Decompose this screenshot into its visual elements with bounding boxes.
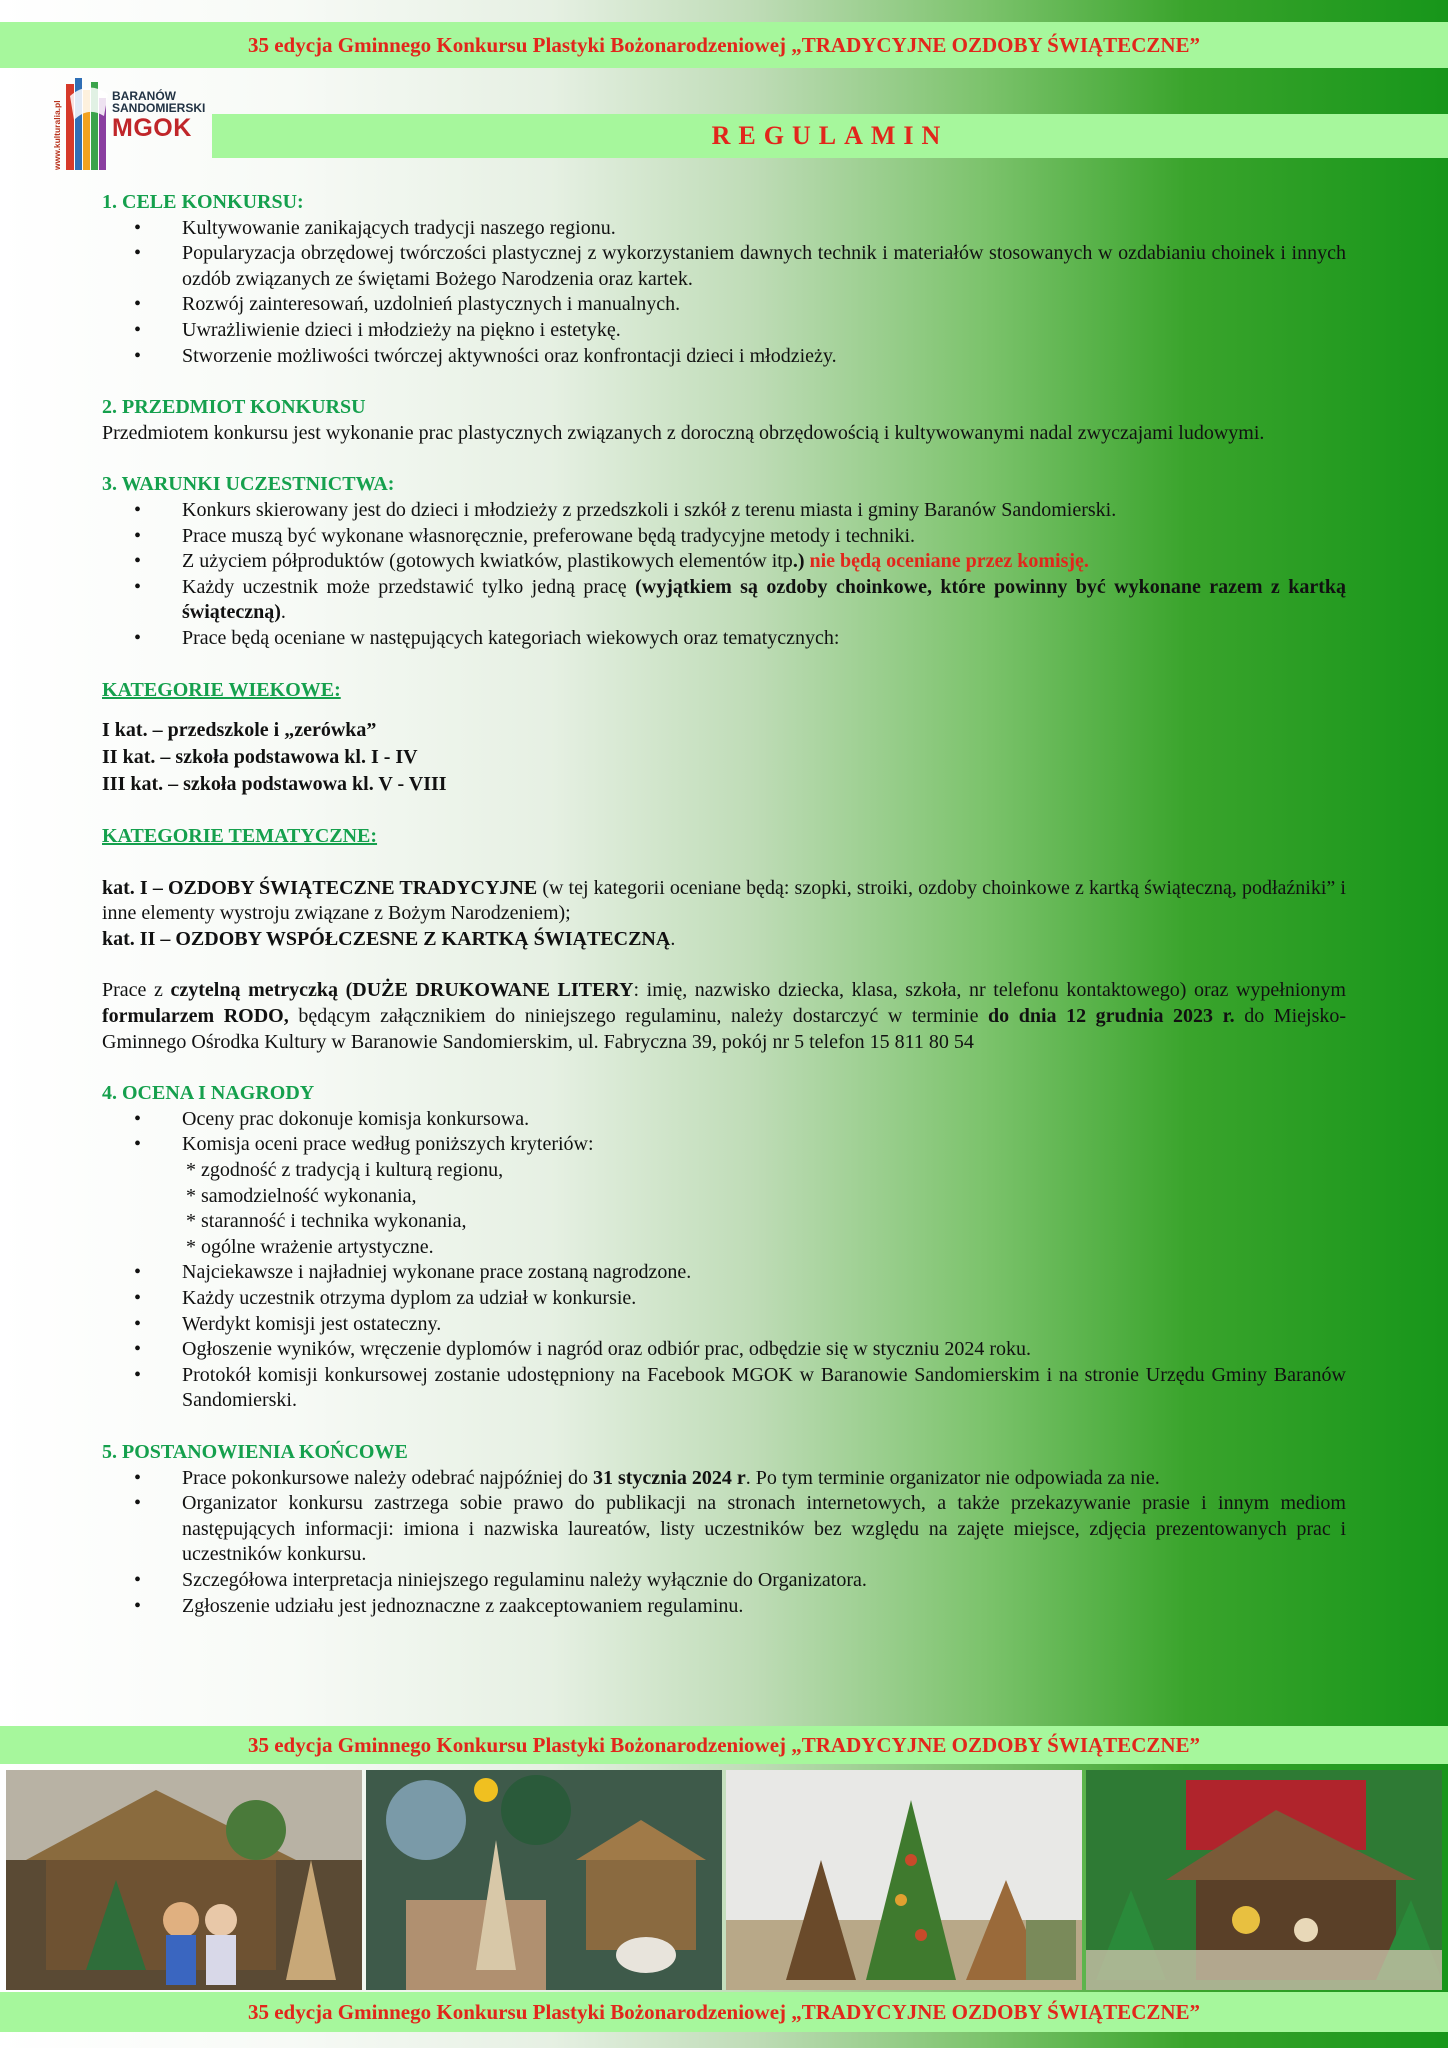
list-item: • Każdy uczestnik może przedstawić tylko jedną pracę (wyjątkiem są ozdoby choinkowe, które powinny być wykonane razem z kartką świąteczną). [102, 575, 1346, 626]
section-5-heading: 5. POSTANOWIENIA KOŃCOWE [102, 1440, 408, 1463]
list-item: • Z użyciem półproduktów (gotowych kwiatków, plastikowych elementów itp.) nie będą oceniane przez komisję. [102, 549, 1346, 575]
list-item: • Ogłoszenie wyników, wręczenie dyplomów i nagród oraz odbiór prac, odbędzie się w styczniu 2024 roku. [102, 1337, 1346, 1363]
list-item: • Zgłoszenie udziału jest jednoznaczne z zaakceptowaniem regulaminu. [102, 1594, 1346, 1620]
logo-line1: BARANÓW [112, 89, 176, 103]
list-item: • Oceny prac dokonuje komisja konkursowa. [102, 1107, 1346, 1133]
theme-categories-heading: KATEGORIE TEMATYCZNE: [102, 825, 378, 848]
list-item: • Najciekawsze i najładniej wykonane prace zostaną nagrodzone. [102, 1260, 1346, 1286]
section-3-heading: 3. WARUNKI UCZESTNICTWA: [102, 473, 395, 496]
theme-category-2: kat. II – OZDOBY WSPÓŁCZESNE Z KARTKĄ ŚWIĄTECZNĄ. [102, 927, 676, 950]
age-category-1: I kat. – przedszkole i „zerówka” [102, 719, 377, 742]
photo-strip [6, 1770, 1442, 1990]
regulations-body [102, 190, 1346, 1619]
photo-christmas-trees [726, 1770, 1082, 1990]
age-category-2: II kat. – szkoła podstawowa kl. I - IV [102, 746, 418, 769]
section-4-heading: 4. OCENA I NAGRODY [102, 1082, 315, 1105]
middle-banner: 35 edycja Gminnego Konkursu Plastyki Bożonarodzeniowej „TRADYCYJNE OZDOBY ŚWIĄTECZNE” [0, 1726, 1448, 1764]
submission-instructions: Prace z czytelną metryczką (DUŻE DRUKOWANE LITERY: imię, nazwisko dziecka, klasa, szkoła, nr telefonu kontaktowego) oraz wypełnionym formularzem RODO, będącym załącznikiem do niniejszego regulaminu, należy dostarczyć w terminie do dnia 12 grudnia 2023 r. do Miejsko-Gminnego Ośrodka Kultury w Baranowie Sandomierskim, ul. Fabryczna 39, pokój nr 5 telefon 15 811 80 54 [102, 979, 1347, 1053]
section-2-text: Przedmiotem konkursu jest wykonanie prac plastycznych związanych z doroczną obrzędowością i kultywowanymi nadal zwyczajami ludowymi. [102, 421, 1265, 444]
list-item: • Każdy uczestnik otrzyma dyplom za udział w konkursie. [102, 1286, 1346, 1312]
list-item: • Werdykt komisji jest ostateczny. [102, 1312, 1346, 1338]
logo-line2: SANDOMIERSKI [112, 101, 206, 115]
list-item: • Szczegółowa interpretacja niniejszego regulaminu należy wyłącznie do Organizatora. [102, 1568, 1346, 1594]
list-item: • Rozwój zainteresowań, uzdolnień plastycznych i manualnych. [102, 292, 1346, 318]
section-3-list [102, 498, 1346, 652]
criterion: * staranność i technika wykonania, [186, 1210, 467, 1233]
page-title: REGULAMIN [212, 114, 1448, 158]
criterion: * samodzielność wykonania, [186, 1184, 417, 1207]
photo-handmade-decorations [366, 1770, 722, 1990]
age-category-3: III kat. – szkoła podstawowa kl. V - VIII [102, 773, 447, 796]
section-2-heading: 2. PRZEDMIOT KONKURSU [102, 396, 366, 419]
theme-category-1: kat. I – OZDOBY ŚWIĄTECZNE TRADYCYJNE (w tej kategorii oceniane będą: szopki, stroiki, ozdoby choinkowe z kartką świąteczną, podłaźniki” i inne elementy wystroju związane z Bożym Narodzeniem); [102, 876, 1346, 925]
list-item: • Prace będą oceniane w następujących kategoriach wiekowych oraz tematycznych: [102, 626, 1346, 652]
list-item: • Komisja oceni prace według poniższych kryteriów: * zgodność z tradycją i kulturą regionu, * samodzielność wykonania, * staranność i technika wykonania, * ogólne wrażenie artystyczne. [102, 1132, 1346, 1260]
logo-emblem-icon [64, 76, 112, 172]
header-banner: 35 edycja Gminnego Konkursu Plastyki Bożonarodzeniowej „TRADYCYJNE OZDOBY ŚWIĄTECZNE” [0, 22, 1448, 68]
photo-nativity-scene [6, 1770, 362, 1990]
section-1-list [102, 216, 1346, 370]
photo-wooden-stable [1086, 1770, 1442, 1990]
list-item: • Prace pokonkursowe należy odebrać najpóźniej do 31 stycznia 2024 r. Po tym terminie organizator nie odpowiada za nie. [102, 1466, 1346, 1492]
criterion: * zgodność z tradycją i kulturą regionu, [186, 1159, 504, 1182]
list-item: • Uwrażliwienie dzieci i młodzieży na piękno i estetykę. [102, 318, 1346, 344]
criterion: * ogólne wrażenie artystyczne. [186, 1235, 434, 1258]
mgok-logo [50, 74, 210, 176]
section-1-heading: 1. CELE KONKURSU: [102, 191, 304, 213]
warning-text: nie będą oceniane przez komisję. [804, 550, 1089, 573]
logo-url: www.kulturalia.pl [52, 100, 62, 170]
list-item: • Organizator konkursu zastrzega sobie prawo do publikacji na stronach internetowych, a także przekazywanie prasie i innym mediom następujących informacji: imiona i nazwiska laureatów, listy uczestników bez względu na zajęte miejsce, zdjęcia prezentowanych prac i uczestników konkursu. [102, 1491, 1346, 1568]
section-5-list [102, 1466, 1346, 1620]
list-item: • Prace muszą być wykonane własnoręcznie, preferowane będą tradycyjne metody i techniki. [102, 524, 1346, 550]
section-4-list [102, 1107, 1346, 1414]
list-item: • Protokół komisji konkursowej zostanie udostępniony na Facebook MGOK w Baranowie Sandomierskim i na stronie Urzędu Gminy Baranów Sandomierski. [102, 1363, 1346, 1414]
logo-name: MGOK [112, 114, 192, 142]
list-item: • Konkurs skierowany jest do dzieci i młodzieży z przedszkoli i szkół z terenu miasta i gminy Baranów Sandomierski. [102, 498, 1346, 524]
age-categories-heading: KATEGORIE WIEKOWE: [102, 678, 341, 701]
list-item: • Popularyzacja obrzędowej twórczości plastycznej z wykorzystaniem dawnych technik i materiałów stosowanych w ozdabianiu choinek i innych ozdób związanych ze świętami Bożego Narodzenia oraz kartek. [102, 241, 1346, 292]
footer-banner: 35 edycja Gminnego Konkursu Plastyki Bożonarodzeniowej „TRADYCYJNE OZDOBY ŚWIĄTECZNE” [0, 1992, 1448, 2032]
list-item: • Stworzenie możliwości twórczej aktywności oraz konfrontacji dzieci i młodzieży. [102, 344, 1346, 370]
list-item: • Kultywowanie zanikających tradycji naszego regionu. [102, 216, 1346, 242]
